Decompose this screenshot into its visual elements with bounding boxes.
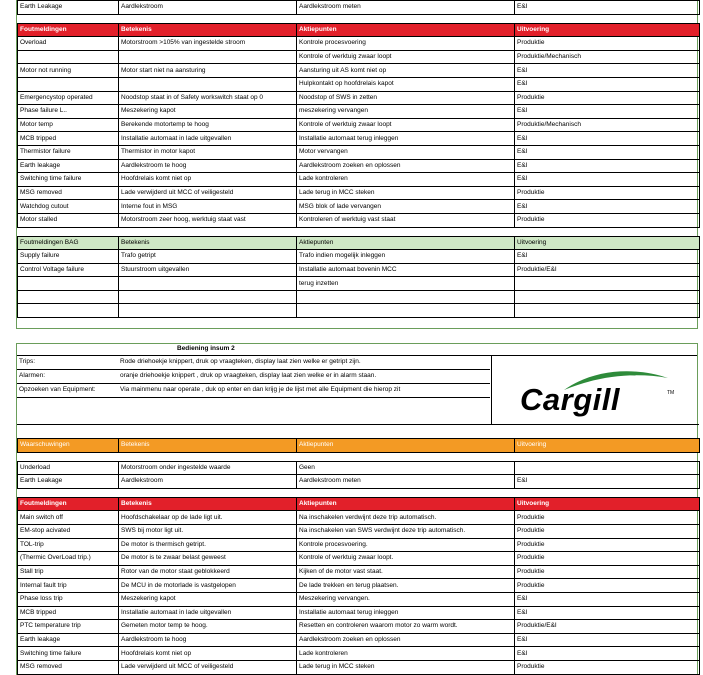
table-cell: Noodstop staat in of Safety workswitch staat op 0 (119, 91, 297, 105)
table-cell: Phase failure L.. (18, 105, 119, 119)
table-cell: De motor is thermisch getript. (119, 538, 297, 552)
table-cell: Aktiepunten (297, 497, 515, 511)
table-cell: E&I (515, 64, 700, 78)
table-cell: Aardlekstroom te hoog (119, 159, 297, 173)
sheet-page-2 (16, 343, 698, 675)
table-cell: MSG blok of lade vervangen (297, 200, 515, 214)
table-row (18, 132, 700, 146)
table-cell: Phase loss trip (18, 592, 119, 606)
table-cell: E&I (515, 1, 700, 15)
fault-table-2 (17, 438, 700, 675)
table-cell: Produktie (515, 524, 700, 538)
header-row-faults (18, 497, 700, 511)
spacer-row (18, 227, 700, 236)
table-cell: Overload (18, 37, 119, 51)
table-cell: Foutmeldingen (18, 497, 119, 511)
table-cell: Foutmeldingen BAG (18, 236, 119, 250)
table-cell: Aktiepunten (297, 236, 515, 250)
instructions-block (17, 344, 697, 438)
table-cell: Na inschakelen van SWS verdwijnt deze trip automatisch. (297, 524, 515, 538)
table-cell: Installatie automaat terug inleggen (297, 132, 515, 146)
table-cell: Berekende motortemp te hoog (119, 118, 297, 132)
table-row (18, 620, 700, 634)
table-cell: Main switch off (18, 511, 119, 525)
spacer-row (18, 14, 700, 23)
table-cell: Switching time failure (18, 647, 119, 661)
table-cell: Uitvoering (515, 439, 700, 453)
info-trips (17, 356, 490, 370)
table-cell: E&I (515, 145, 700, 159)
table-cell: Geen (297, 461, 515, 475)
table-row (18, 511, 700, 525)
table-cell: Aardlekstroom zoeken en oplossen (297, 633, 515, 647)
table-cell: MSG removed (18, 660, 119, 674)
table-cell (119, 77, 297, 91)
table-cell: Lade verwijderd uit MCC of veiligesteld (119, 660, 297, 674)
table-cell: E&I (515, 250, 700, 264)
table-row (18, 1, 700, 15)
table-row (18, 250, 700, 264)
empty-row (18, 290, 700, 304)
table-row (18, 145, 700, 159)
table-cell (515, 461, 700, 475)
table-cell: Aardlekstroom meten (297, 1, 515, 15)
table-cell: Foutmeldingen (18, 23, 119, 37)
table-cell: Betekenis (119, 497, 297, 511)
table-cell: Stall trip (18, 565, 119, 579)
table-row (18, 118, 700, 132)
table-row (18, 64, 700, 78)
table-row (18, 186, 700, 200)
table-cell: Produktie (515, 213, 700, 227)
table-cell: Thermistor in motor kapot (119, 145, 297, 159)
table-cell: Stuurstroom uitgevallen (119, 263, 297, 277)
spacer-row (18, 488, 700, 497)
table-cell: Installatie automaat terug inleggen (297, 606, 515, 620)
table-cell: MSG removed (18, 186, 119, 200)
table-cell: De lade trekken en terug plaatsen. (297, 579, 515, 593)
table-row (18, 213, 700, 227)
table-cell: Gemeten motor temp te hoog. (119, 620, 297, 634)
table-cell: Aardlekstroom (119, 1, 297, 15)
table-row (18, 592, 700, 606)
table-cell: Kijken of de motor vast staat. (297, 565, 515, 579)
table-cell: Aardlekstroom te hoog (119, 633, 297, 647)
table-cell: Betekenis (119, 23, 297, 37)
table-cell: Produktie/Mechanisch (515, 50, 700, 64)
table-cell: Installatie automaat in lade uitgevallen (119, 606, 297, 620)
table-cell: Underload (18, 461, 119, 475)
table-cell: Motor temp (18, 118, 119, 132)
page-title: Bediening insum 2 (177, 345, 235, 352)
table-cell: MCB tripped (18, 606, 119, 620)
table-cell: (Thermic OverLoad trip.) (18, 552, 119, 566)
table-cell: Betekenis (119, 236, 297, 250)
table-cell: Lade verwijderd uit MCC of veiligesteld (119, 186, 297, 200)
table-cell: De motor is te zwaar belast geweest (119, 552, 297, 566)
table-cell: Produktie (515, 91, 700, 105)
table-cell: Motor vervangen (297, 145, 515, 159)
table-cell: Hulpkontakt op hoofdrelais kapot (297, 77, 515, 91)
table-cell: EM-stop acivated (18, 524, 119, 538)
table-cell: Uitvoering (515, 236, 700, 250)
table-cell: Hoofdrelais komt niet op (119, 647, 297, 661)
table-cell: Emergencystop operated (18, 91, 119, 105)
logo-text: Cargill (520, 382, 620, 417)
table-cell: Produktie (515, 552, 700, 566)
table-cell: Rotor van de motor staat geblokkeerd (119, 565, 297, 579)
header-row-warnings (18, 439, 700, 453)
table-cell: Hoofdrelais komt niet op (119, 173, 297, 187)
table-row (18, 633, 700, 647)
table-cell: E&I (515, 77, 700, 91)
table-row (18, 475, 700, 489)
table-cell: Lade kontroleren (297, 647, 515, 661)
info-alarms (17, 370, 490, 384)
table-cell: MCB tripped (18, 132, 119, 146)
table-cell: Motorstroom zeer hoog, werktuig staat vast (119, 213, 297, 227)
table-row (18, 263, 700, 277)
table-row (18, 37, 700, 51)
table-cell (515, 290, 700, 304)
table-row (18, 538, 700, 552)
table-cell: Earth leakage (18, 633, 119, 647)
table-cell: Motor stalled (18, 213, 119, 227)
table-cell: Kontrole of werktuig zwaar loopt (297, 50, 515, 64)
table-cell: Switching time failure (18, 173, 119, 187)
info-text: Via mainmenu naar operate , duk op enter en dan krijg je de lijst met alle Equipment die hierop zit (120, 386, 401, 393)
table-cell: Aardlekstroom (119, 475, 297, 489)
table-cell: Lade kontroleren (297, 173, 515, 187)
table-row (18, 50, 700, 64)
table-cell: Interne fout in MSG (119, 200, 297, 214)
table-cell: E&I (515, 475, 700, 489)
table-cell: Earth leakage (18, 159, 119, 173)
table-cell: TOL-trip (18, 538, 119, 552)
table-cell: E&I (515, 173, 700, 187)
spacer-cell (18, 452, 700, 461)
table-cell: De MCU in de motorlade is vastgelopen (119, 579, 297, 593)
table-cell: Lade terug in MCC steken (297, 660, 515, 674)
table-row (18, 77, 700, 91)
table-row (18, 524, 700, 538)
table-cell (515, 304, 700, 318)
table-cell: Meszekering vervangen. (297, 592, 515, 606)
table-cell: Produktie/Mechanisch (515, 118, 700, 132)
table-cell: Installatie automaat in lade uitgevallen (119, 132, 297, 146)
info-text: oranje driehoekje knippert , druk op vraagteken, display laat zien welke er in alarm staan. (120, 372, 377, 379)
table-row (18, 647, 700, 661)
table-cell: meszekering vervangen (297, 105, 515, 119)
table-cell: Produktie (515, 186, 700, 200)
table-cell: Produktie/E&I (515, 263, 700, 277)
table-cell (297, 304, 515, 318)
table-row (18, 579, 700, 593)
title-row (17, 344, 697, 356)
table-cell: Lade terug in MCC steken (297, 186, 515, 200)
table-cell: E&I (515, 606, 700, 620)
table-cell (119, 290, 297, 304)
table-cell (18, 304, 119, 318)
table-row (18, 159, 700, 173)
table-cell (18, 77, 119, 91)
fault-table-1 (17, 0, 700, 318)
info-label: Trips: (19, 358, 36, 365)
table-cell: Produktie (515, 565, 700, 579)
table-cell (119, 50, 297, 64)
table-row (18, 173, 700, 187)
table-cell: Waarschuwingen (18, 439, 119, 453)
table-cell: Aktiepunten (297, 23, 515, 37)
table-cell: Trafo indien mogelijk inleggen (297, 250, 515, 264)
table-cell: E&I (515, 200, 700, 214)
table-row (18, 200, 700, 214)
table-cell: terug inzetten (297, 277, 515, 291)
table-row (18, 461, 700, 475)
spacer-cell (18, 227, 700, 236)
table-cell: Installatie automaat bovenin MCC (297, 263, 515, 277)
table-cell (119, 277, 297, 291)
table-cell: E&I (515, 633, 700, 647)
table-row (18, 660, 700, 674)
info-label: Alarmen: (19, 372, 46, 379)
table-cell: Thermistor failure (18, 145, 119, 159)
table-cell (515, 277, 700, 291)
table-cell: Kontrole of werktuig zwaar loopt (297, 118, 515, 132)
table-cell: Earth Leakage (18, 1, 119, 15)
table-cell: Produktie (515, 579, 700, 593)
table-cell: Internal fault trip (18, 579, 119, 593)
table-cell: Kontrole of werktuig zwaar loopt. (297, 552, 515, 566)
table-cell: Produktie (515, 538, 700, 552)
table-row (18, 552, 700, 566)
table-cell: E&I (515, 592, 700, 606)
sheet-page-1 (16, 0, 698, 329)
table-cell: Resetten en controleren waarom motor zo warm wordt. (297, 620, 515, 634)
table-cell: Motor start niet na aansturing (119, 64, 297, 78)
table-cell: Na inschakelen verdwijnt deze trip automatisch. (297, 511, 515, 525)
info-label: Opzoeken van Equipment: (19, 386, 96, 393)
table-cell: Aansturing uit AS komt niet op (297, 64, 515, 78)
table-cell: E&I (515, 105, 700, 119)
table-cell: E&I (515, 132, 700, 146)
table-row (18, 91, 700, 105)
table-cell: Motorstroom onder ingestelde waarde (119, 461, 297, 475)
table-cell: Motorstroom >105% van ingestelde stroom (119, 37, 297, 51)
table-cell: Produktie (515, 660, 700, 674)
table-cell: Aktiepunten (297, 439, 515, 453)
table-cell: SWS bij motor ligt uit. (119, 524, 297, 538)
table-cell: E&I (515, 159, 700, 173)
info-equipment (17, 384, 490, 398)
spacer-cell (18, 488, 700, 497)
table-cell: Kontroleren of werktuig vast staat (297, 213, 515, 227)
table-cell (18, 277, 119, 291)
table-cell: PTC temperature trip (18, 620, 119, 634)
header-row-faults (18, 23, 700, 37)
table-cell: Control Voltage failure (18, 263, 119, 277)
table-cell: Aardlekstroom meten (297, 475, 515, 489)
info-empty (17, 424, 699, 438)
table-row (18, 105, 700, 119)
table-cell: Meszekering kapot (119, 592, 297, 606)
table-cell: Kontrole procesvoering. (297, 538, 515, 552)
table-cell: Uitvoering (515, 497, 700, 511)
table-cell: Produktie (515, 37, 700, 51)
info-empty (17, 398, 490, 411)
table-cell (18, 50, 119, 64)
table-cell (297, 290, 515, 304)
header-row-bag (18, 236, 700, 250)
table-cell: Produktie/E&I (515, 620, 700, 634)
table-row (18, 565, 700, 579)
table-cell: Earth Leakage (18, 475, 119, 489)
table-cell: Noodstop of SWS in zetten (297, 91, 515, 105)
table-cell (18, 290, 119, 304)
table-cell: Watchdog cutout (18, 200, 119, 214)
table-cell (119, 304, 297, 318)
table-cell: Kontrole procesvoering (297, 37, 515, 51)
info-text: Rode driehoekje knippert, druk op vraagteken, display laat zien welke er getript zijn. (120, 358, 361, 365)
table-cell: Trafo getript (119, 250, 297, 264)
table-cell: Aardlekstroom zoeken en oplossen (297, 159, 515, 173)
spacer-cell (18, 14, 700, 23)
table-cell: Motor not running (18, 64, 119, 78)
table-cell: E&I (515, 647, 700, 661)
spacer-row (18, 452, 700, 461)
table-cell: Hoofdschakelaar op de lade ligt uit. (119, 511, 297, 525)
table-cell: Betekenis (119, 439, 297, 453)
table-row (18, 606, 700, 620)
table-cell: Supply failure (18, 250, 119, 264)
table-cell: Uitvoering (515, 23, 700, 37)
table-cell: Meszekering kapot (119, 105, 297, 119)
cargill-logo (491, 356, 699, 425)
empty-row (18, 304, 700, 318)
logo-tm: TM (667, 390, 675, 396)
table-row (18, 277, 700, 291)
table-cell: Produktie (515, 511, 700, 525)
